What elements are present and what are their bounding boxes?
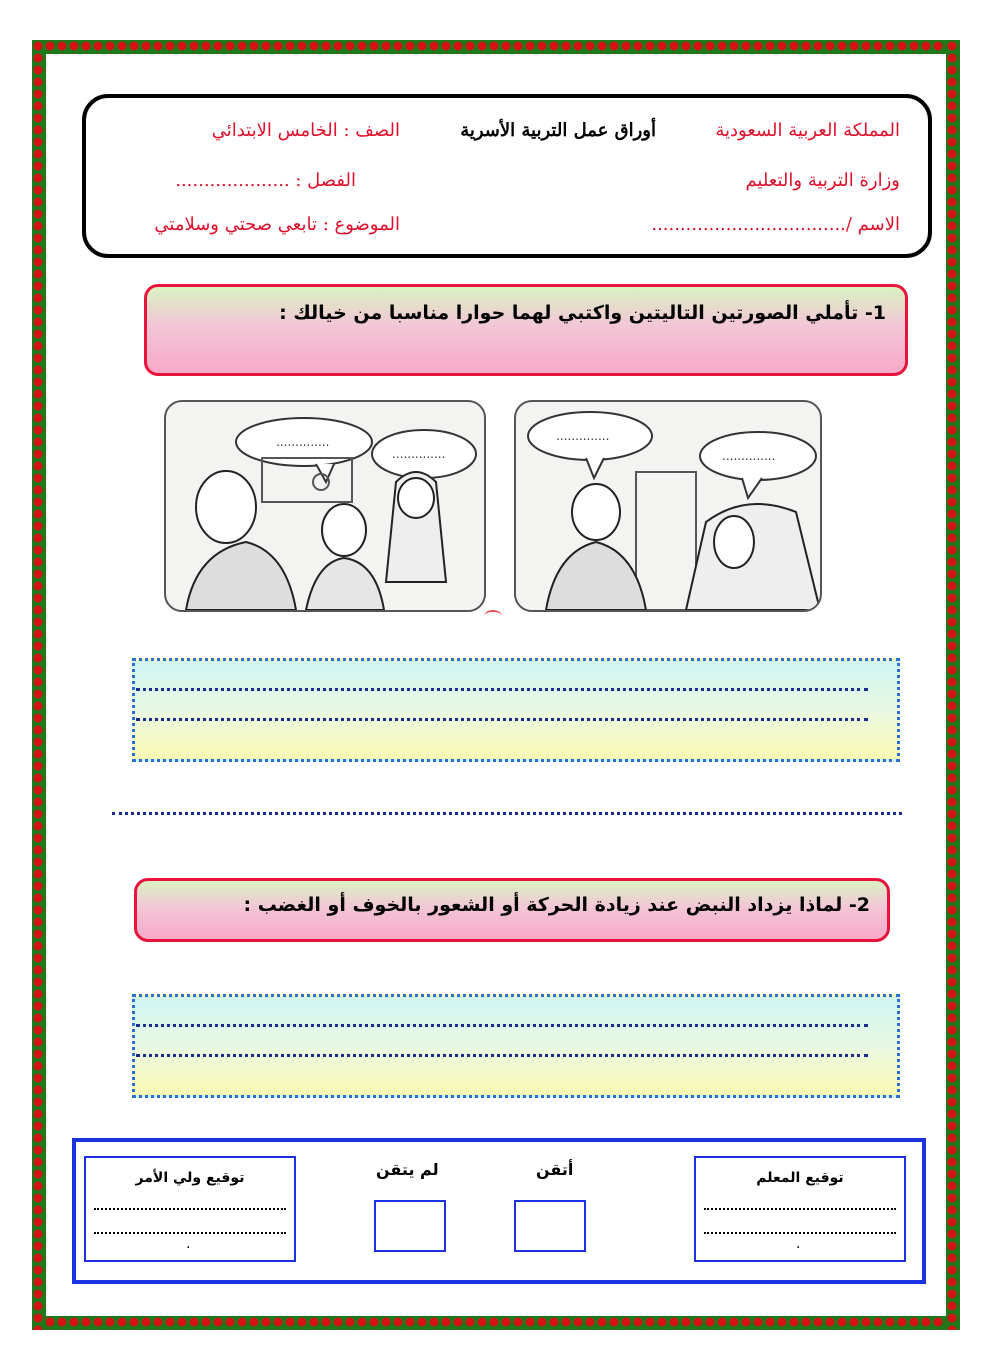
answer1-line-2[interactable] bbox=[136, 718, 868, 721]
kingdom-label: المملكة العربية السعودية bbox=[715, 120, 900, 141]
doctor-visit-picture bbox=[164, 400, 486, 612]
floral-border-top bbox=[32, 40, 960, 54]
term-field: الفصل : .................... bbox=[175, 170, 356, 191]
question1-box bbox=[144, 284, 908, 376]
question1-text: 1- تأملي الصورتين التاليتين واكتبي لهما حوارا مناسبا من خيالك : bbox=[279, 302, 886, 324]
not-mastered-checkbox[interactable] bbox=[374, 1200, 446, 1252]
question2-text: 2- لماذا يزداد النبض عند زيادة الحركة أو الشعور بالخوف أو الغضب : bbox=[243, 894, 870, 916]
guardian-signature-dot: . bbox=[186, 1236, 191, 1252]
answer1-line-3[interactable] bbox=[112, 812, 902, 815]
answer2-line-2[interactable] bbox=[136, 1054, 868, 1057]
guardian-signature-line-2[interactable] bbox=[94, 1232, 286, 1234]
guardian-signature-line-1[interactable] bbox=[94, 1208, 286, 1210]
name-field: الاسم /.................................. bbox=[651, 214, 900, 235]
mastered-checkbox[interactable] bbox=[514, 1200, 586, 1252]
teacher-signature-line-2[interactable] bbox=[704, 1232, 896, 1234]
bubble-dots-3: .............. bbox=[556, 429, 610, 443]
worksheet-title: أوراق عمل التربية الأسرية bbox=[460, 120, 656, 141]
teacher-signature-label: توقيع المعلم bbox=[756, 1170, 844, 1186]
mastered-label: أتقن bbox=[536, 1160, 574, 1179]
bubble-dots-1: .............. bbox=[276, 435, 330, 449]
injured-child-picture bbox=[514, 400, 822, 612]
doctor-visit-illustration bbox=[166, 402, 484, 610]
guardian-signature-label: توقيع ولي الأمر bbox=[135, 1170, 245, 1186]
floral-border-right bbox=[946, 40, 960, 1330]
teacher-signature-dot: . bbox=[796, 1236, 801, 1252]
answer2-line-1[interactable] bbox=[136, 1024, 868, 1027]
not-mastered-label: لم يتقن bbox=[376, 1160, 439, 1179]
grade-label: الصف : الخامس الابتدائي bbox=[211, 120, 400, 141]
teacher-signature-line-1[interactable] bbox=[704, 1208, 896, 1210]
teacher-signature-box[interactable] bbox=[694, 1156, 906, 1262]
injured-child-illustration bbox=[516, 402, 820, 610]
floral-border-bottom bbox=[32, 1316, 960, 1330]
answer2-box[interactable] bbox=[132, 994, 900, 1098]
bubble-dots-2: .............. bbox=[392, 447, 446, 461]
answer1-line-1[interactable] bbox=[136, 688, 868, 691]
answer1-box[interactable] bbox=[132, 658, 900, 762]
decorative-mark bbox=[484, 610, 502, 622]
bubble-dots-4: .............. bbox=[722, 449, 776, 463]
guardian-signature-box[interactable] bbox=[84, 1156, 296, 1262]
ministry-label: وزارة التربية والتعليم bbox=[745, 170, 900, 191]
floral-border-left bbox=[32, 40, 46, 1330]
topic-label: الموضوع : تابعي صحتي وسلامتي bbox=[154, 214, 400, 235]
